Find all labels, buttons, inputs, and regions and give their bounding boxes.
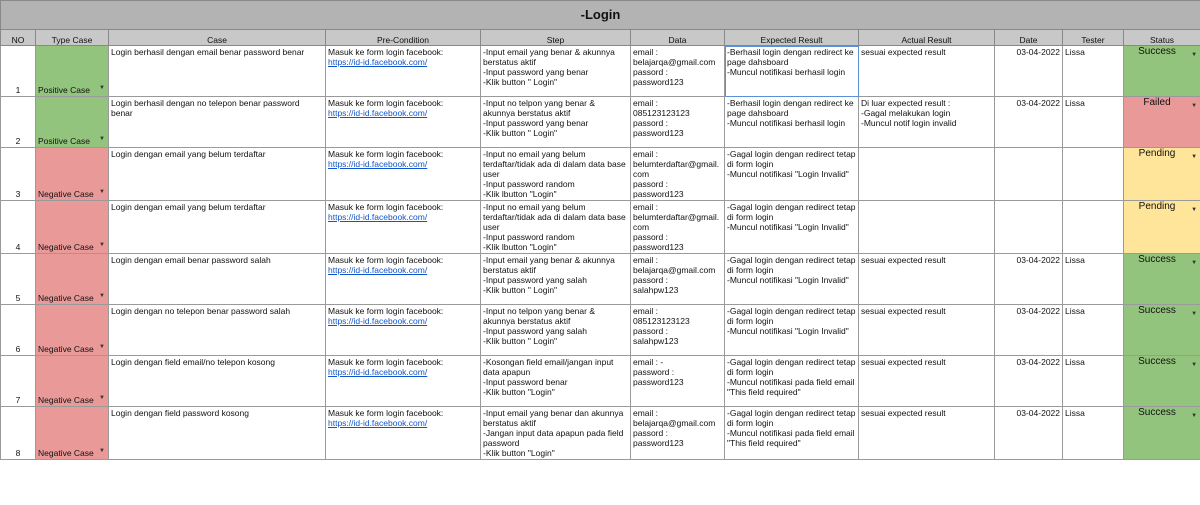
triangle-down-icon[interactable]: ▼ [1191,260,1198,266]
status-dropdown[interactable] [1124,46,1200,97]
cell-data[interactable]: email : - password : password123 [631,356,725,407]
status-dropdown[interactable] [1124,201,1200,254]
cell-case[interactable]: Login berhasil dengan no telepon benar password benar [109,97,326,148]
triangle-down-icon[interactable]: ▼ [99,395,105,401]
cell-date[interactable]: 03-04-2022 [995,254,1063,305]
cell-data[interactable]: email : 085123123123 passord : password123 [631,97,725,148]
cell-date[interactable]: 03-04-2022 [995,97,1063,148]
cell-case[interactable]: Login dengan field email/no telepon kosong [109,356,326,407]
type-case-dropdown[interactable] [36,407,109,460]
table-row [1,254,1200,305]
status-label: Success [1138,46,1176,57]
type-case-dropdown[interactable] [36,201,109,254]
cell-pre-condition[interactable] [326,254,481,305]
cell-actual-result[interactable]: sesuai expected result [859,356,995,407]
cell-case[interactable]: Login dengan email yang belum terdaftar [109,201,326,254]
status-dropdown[interactable] [1124,407,1200,460]
cell-no[interactable]: 3 [1,148,36,201]
type-case-label: Negative Case [38,293,94,303]
status-dropdown[interactable] [1124,356,1200,407]
cell-data[interactable]: email : 085123123123 passord : salahpw123 [631,305,725,356]
type-case-label: Negative Case [38,344,94,354]
pre-condition-text: Masuk ke form login facebook: [328,98,444,108]
pre-condition-text: Masuk ke form login facebook: [328,47,444,57]
triangle-down-icon[interactable]: ▼ [99,344,105,350]
header-data[interactable]: Data [631,30,725,46]
facebook-link[interactable]: https://id-id.facebook.com/ [328,159,428,169]
status-label: Success [1138,356,1176,367]
cell-actual-result[interactable] [859,148,995,201]
cell-expected-result[interactable]: -Gagal login dengan redirect tetap di form login -Muncul notifikasi "Login Invalid" [725,305,859,356]
triangle-down-icon[interactable]: ▼ [99,189,105,195]
triangle-down-icon[interactable]: ▼ [99,242,105,248]
cell-actual-result[interactable]: Di luar expected result : -Gagal melakukan login -Muncul notif login invalid [859,97,995,148]
header-actual-result[interactable]: Actual Result [859,30,995,46]
triangle-down-icon[interactable]: ▼ [1191,413,1198,419]
status-dropdown[interactable] [1124,97,1200,148]
cell-no[interactable]: 5 [1,254,36,305]
type-case-dropdown[interactable] [36,254,109,305]
triangle-down-icon[interactable]: ▼ [1191,52,1198,58]
cell-case[interactable]: Login dengan email benar password salah [109,254,326,305]
table-row [1,305,1200,356]
facebook-link[interactable]: https://id-id.facebook.com/ [328,57,428,67]
sheet-title[interactable]: -Login [1,1,1200,30]
pre-condition-text: Masuk ke form login facebook: [328,255,444,265]
cell-tester[interactable]: Lissa [1063,254,1124,305]
type-case-dropdown[interactable] [36,46,109,97]
cell-case[interactable]: Login berhasil dengan email benar password benar [109,46,326,97]
cell-no[interactable]: 1 [1,46,36,97]
cell-pre-condition[interactable] [326,407,481,460]
triangle-down-icon[interactable]: ▼ [99,85,105,91]
cell-no[interactable]: 4 [1,201,36,254]
cell-pre-condition[interactable] [326,97,481,148]
type-case-dropdown[interactable] [36,356,109,407]
table-row [1,46,1200,97]
header-expected-result[interactable]: Expected Result [725,30,859,46]
triangle-down-icon[interactable]: ▼ [99,293,105,299]
cell-step[interactable]: -Input no email yang belum terdaftar/tidak ada di dalam data base user -Input password random -Klik lbutton "Login" [481,201,631,254]
facebook-link[interactable]: https://id-id.facebook.com/ [328,212,428,222]
cell-data[interactable]: email : belajarqa@gmail.com passord : salahpw123 [631,254,725,305]
type-case-label: Negative Case [38,448,94,458]
triangle-down-icon[interactable]: ▼ [99,448,105,454]
cell-actual-result[interactable]: sesuai expected result [859,46,995,97]
cell-actual-result[interactable]: sesuai expected result [859,407,995,460]
status-dropdown[interactable] [1124,305,1200,356]
cell-data[interactable]: email : belumterdaftar@gmail. com passord : password123 [631,201,725,254]
cell-tester[interactable] [1063,148,1124,201]
triangle-down-icon[interactable]: ▼ [1191,103,1198,109]
pre-condition-text: Masuk ke form login facebook: [328,306,444,316]
status-label: Pending [1138,201,1176,212]
cell-expected-result[interactable]: -Gagal login dengan redirect tetap di form login -Muncul notifikasi pada field email "This field required" [725,407,859,460]
status-dropdown[interactable] [1124,148,1200,201]
header-date[interactable]: Date [995,30,1063,46]
cell-actual-result[interactable]: sesuai expected result [859,305,995,356]
cell-date[interactable]: 03-04-2022 [995,305,1063,356]
facebook-link[interactable]: https://id-id.facebook.com/ [328,418,428,428]
pre-condition-text: Masuk ke form login facebook: [328,149,444,159]
cell-pre-condition[interactable] [326,46,481,97]
status-label: Success [1138,407,1176,418]
type-case-label: Negative Case [38,189,94,199]
cell-expected-result[interactable]: -Gagal login dengan redirect tetap di form login -Muncul notifikasi "Login Invalid" [725,254,859,305]
cell-data[interactable]: email : belajarqa@gmail.com passord : password123 [631,46,725,97]
cell-step[interactable]: -Input no telpon yang benar & akunnya berstatus aktif -Input password yang salah -Klik button " Login" [481,305,631,356]
status-dropdown[interactable] [1124,254,1200,305]
type-case-label: Positive Case [38,136,90,146]
cell-no[interactable]: 7 [1,356,36,407]
cell-date[interactable]: 03-04-2022 [995,46,1063,97]
cell-expected-result[interactable]: -Gagal login dengan redirect tetap di form login -Muncul notifikasi "Login Invalid" [725,201,859,254]
cell-no[interactable]: 2 [1,97,36,148]
cell-step[interactable]: -Input no telpon yang benar & akunnya berstatus aktif -Input password yang benar -Klik button " Login" [481,97,631,148]
cell-expected-result[interactable]: -Berhasil login dengan redirect ke page dahsboard -Muncul notifikasi berhasil login [725,46,859,97]
header-no[interactable]: NO [1,30,36,46]
table-row [1,356,1200,407]
cell-tester[interactable] [1063,201,1124,254]
status-label: Failed [1143,97,1171,108]
type-case-label: Negative Case [38,395,94,405]
header-tester[interactable]: Tester [1063,30,1124,46]
cell-expected-result[interactable]: -Berhasil login dengan redirect ke page dahsboard -Muncul notifikasi berhasil login [725,97,859,148]
facebook-link[interactable]: https://id-id.facebook.com/ [328,316,428,326]
cell-step[interactable]: -Input email yang benar dan akunnya berstatus aktif -Jangan input data apapun pada field password -Klik button "Login" [481,407,631,460]
cell-step[interactable]: -Input email yang benar & akunnya berstatus aktif -Input password yang salah -Klik button " Login" [481,254,631,305]
table-row [1,201,1200,254]
header-status[interactable]: Status [1124,30,1200,46]
pre-condition-text: Masuk ke form login facebook: [328,202,444,212]
cell-expected-result[interactable]: -Gagal login dengan redirect tetap di form login -Muncul notifikasi "Login Invalid" [725,148,859,201]
cell-pre-condition[interactable] [326,201,481,254]
cell-data[interactable]: email : belumterdaftar@gmail. com passord : password123 [631,148,725,201]
cell-date[interactable]: 03-04-2022 [995,356,1063,407]
header-pre-condition[interactable]: Pre-Condition [326,30,481,46]
cell-tester[interactable]: Lissa [1063,305,1124,356]
status-label: Success [1138,254,1176,265]
table-row [1,148,1200,201]
cell-no[interactable]: 8 [1,407,36,460]
cell-tester[interactable]: Lissa [1063,356,1124,407]
header-step[interactable]: Step [481,30,631,46]
type-case-dropdown[interactable] [36,97,109,148]
header-type-case[interactable]: Type Case [36,30,109,46]
cell-date[interactable] [995,148,1063,201]
type-case-dropdown[interactable] [36,305,109,356]
status-label: Success [1138,305,1176,316]
cell-pre-condition[interactable] [326,305,481,356]
facebook-link[interactable]: https://id-id.facebook.com/ [328,367,428,377]
cell-expected-result[interactable]: -Gagal login dengan redirect tetap di form login -Muncul notifikasi pada field email "This field required" [725,356,859,407]
cell-actual-result[interactable] [859,201,995,254]
cell-date[interactable]: 03-04-2022 [995,407,1063,460]
status-label: Pending [1138,148,1176,159]
cell-tester[interactable]: Lissa [1063,46,1124,97]
cell-actual-result[interactable]: sesuai expected result [859,254,995,305]
facebook-link[interactable]: https://id-id.facebook.com/ [328,108,428,118]
triangle-down-icon[interactable]: ▼ [1191,207,1198,213]
pre-condition-text: Masuk ke form login facebook: [328,408,444,418]
cell-step[interactable]: -Input email yang benar & akunnya berstatus aktif -Input password yang benar -Klik button " Login" [481,46,631,97]
cell-no[interactable]: 6 [1,305,36,356]
cell-case[interactable]: Login dengan email yang belum terdaftar [109,148,326,201]
header-case[interactable]: Case [109,30,326,46]
triangle-down-icon[interactable]: ▼ [1191,362,1198,368]
triangle-down-icon[interactable]: ▼ [1191,311,1198,317]
cell-tester[interactable]: Lissa [1063,97,1124,148]
cell-data[interactable]: email : belajarqa@gmail.com passord : password123 [631,407,725,460]
type-case-dropdown[interactable] [36,148,109,201]
cell-date[interactable] [995,201,1063,254]
cell-case[interactable]: Login dengan field password kosong [109,407,326,460]
type-case-label: Positive Case [38,85,90,95]
cell-pre-condition[interactable] [326,148,481,201]
pre-condition-text: Masuk ke form login facebook: [328,357,444,367]
table-row [1,97,1200,148]
table-row [1,407,1200,460]
cell-pre-condition[interactable] [326,356,481,407]
type-case-label: Negative Case [38,242,94,252]
triangle-down-icon[interactable]: ▼ [99,136,105,142]
facebook-link[interactable]: https://id-id.facebook.com/ [328,265,428,275]
triangle-down-icon[interactable]: ▼ [1191,154,1198,160]
cell-step[interactable]: -Input no email yang belum terdaftar/tidak ada di dalam data base user -Input password random -Klik lbutton "Login" [481,148,631,201]
cell-tester[interactable]: Lissa [1063,407,1124,460]
cell-step[interactable]: -Kosongan field email/jangan input data apapun -Input password benar -Klik button "Login" [481,356,631,407]
cell-case[interactable]: Login dengan no telepon benar password salah [109,305,326,356]
